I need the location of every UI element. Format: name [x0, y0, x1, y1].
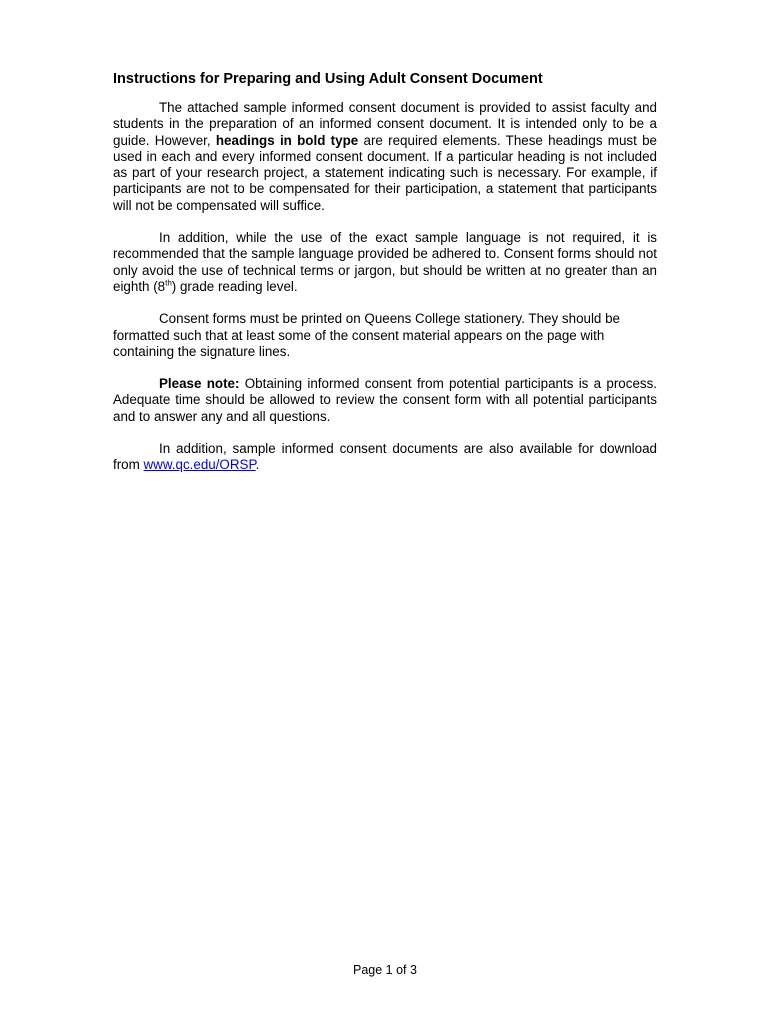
document-body — [113, 70, 657, 490]
paragraph-language — [113, 230, 657, 295]
paragraph-note — [113, 376, 657, 425]
document-title: Instructions for Preparing and Using Adult Consent Document — [113, 71, 543, 87]
paragraph-language-text-b: ) grade reading level. — [171, 278, 298, 294]
paragraph-stationery: Consent forms must be printed on Queens College stationery. They should be formatted such that at least some of the consent material appears on the page with containing the signature lines. — [113, 311, 620, 359]
page-number: Page 1 of 3 — [353, 963, 417, 977]
paragraph-download — [113, 441, 657, 474]
paragraph-download-text-a: In addition, sample informed consent documents are also available for download from — [113, 441, 657, 473]
paragraph-language-text-a: In addition, while the use of the exact sample language is not required, it is recommended that the sample language provided be adhered to. Consent forms should not only avoid the use of technical terms or jargon, but should be written at no greater than an eighth (8 — [113, 230, 657, 294]
bold-headings-phrase: headings in bold type — [215, 132, 359, 148]
ordinal-superscript: th — [165, 278, 172, 288]
paragraph-download-text-b: . — [255, 457, 260, 473]
orsp-link[interactable]: www.qc.edu/ORSP — [143, 457, 256, 473]
paragraph-purpose — [113, 100, 657, 214]
paragraph-purpose-text-b: are required elements. These headings must be used in each and every informed consent document. If a particular heading is not included as part of your research project, a statement indicating such is necessary. For example, if participants are not to be compensated for their participation, a statement that participants will not be compensated will suffice. — [113, 132, 657, 213]
paragraph-note-text: Obtaining informed consent from potential participants is a process. Adequate time should be allowed to review the consent form with all potential participants and to answer any and all questions. — [113, 376, 658, 424]
paragraph-purpose-text-a: The attached sample informed consent document is provided to assist faculty and students in the preparation of an informed consent document. It is intended only to be a guide. However, — [113, 100, 657, 148]
please-note-label: Please note: — [159, 376, 240, 392]
